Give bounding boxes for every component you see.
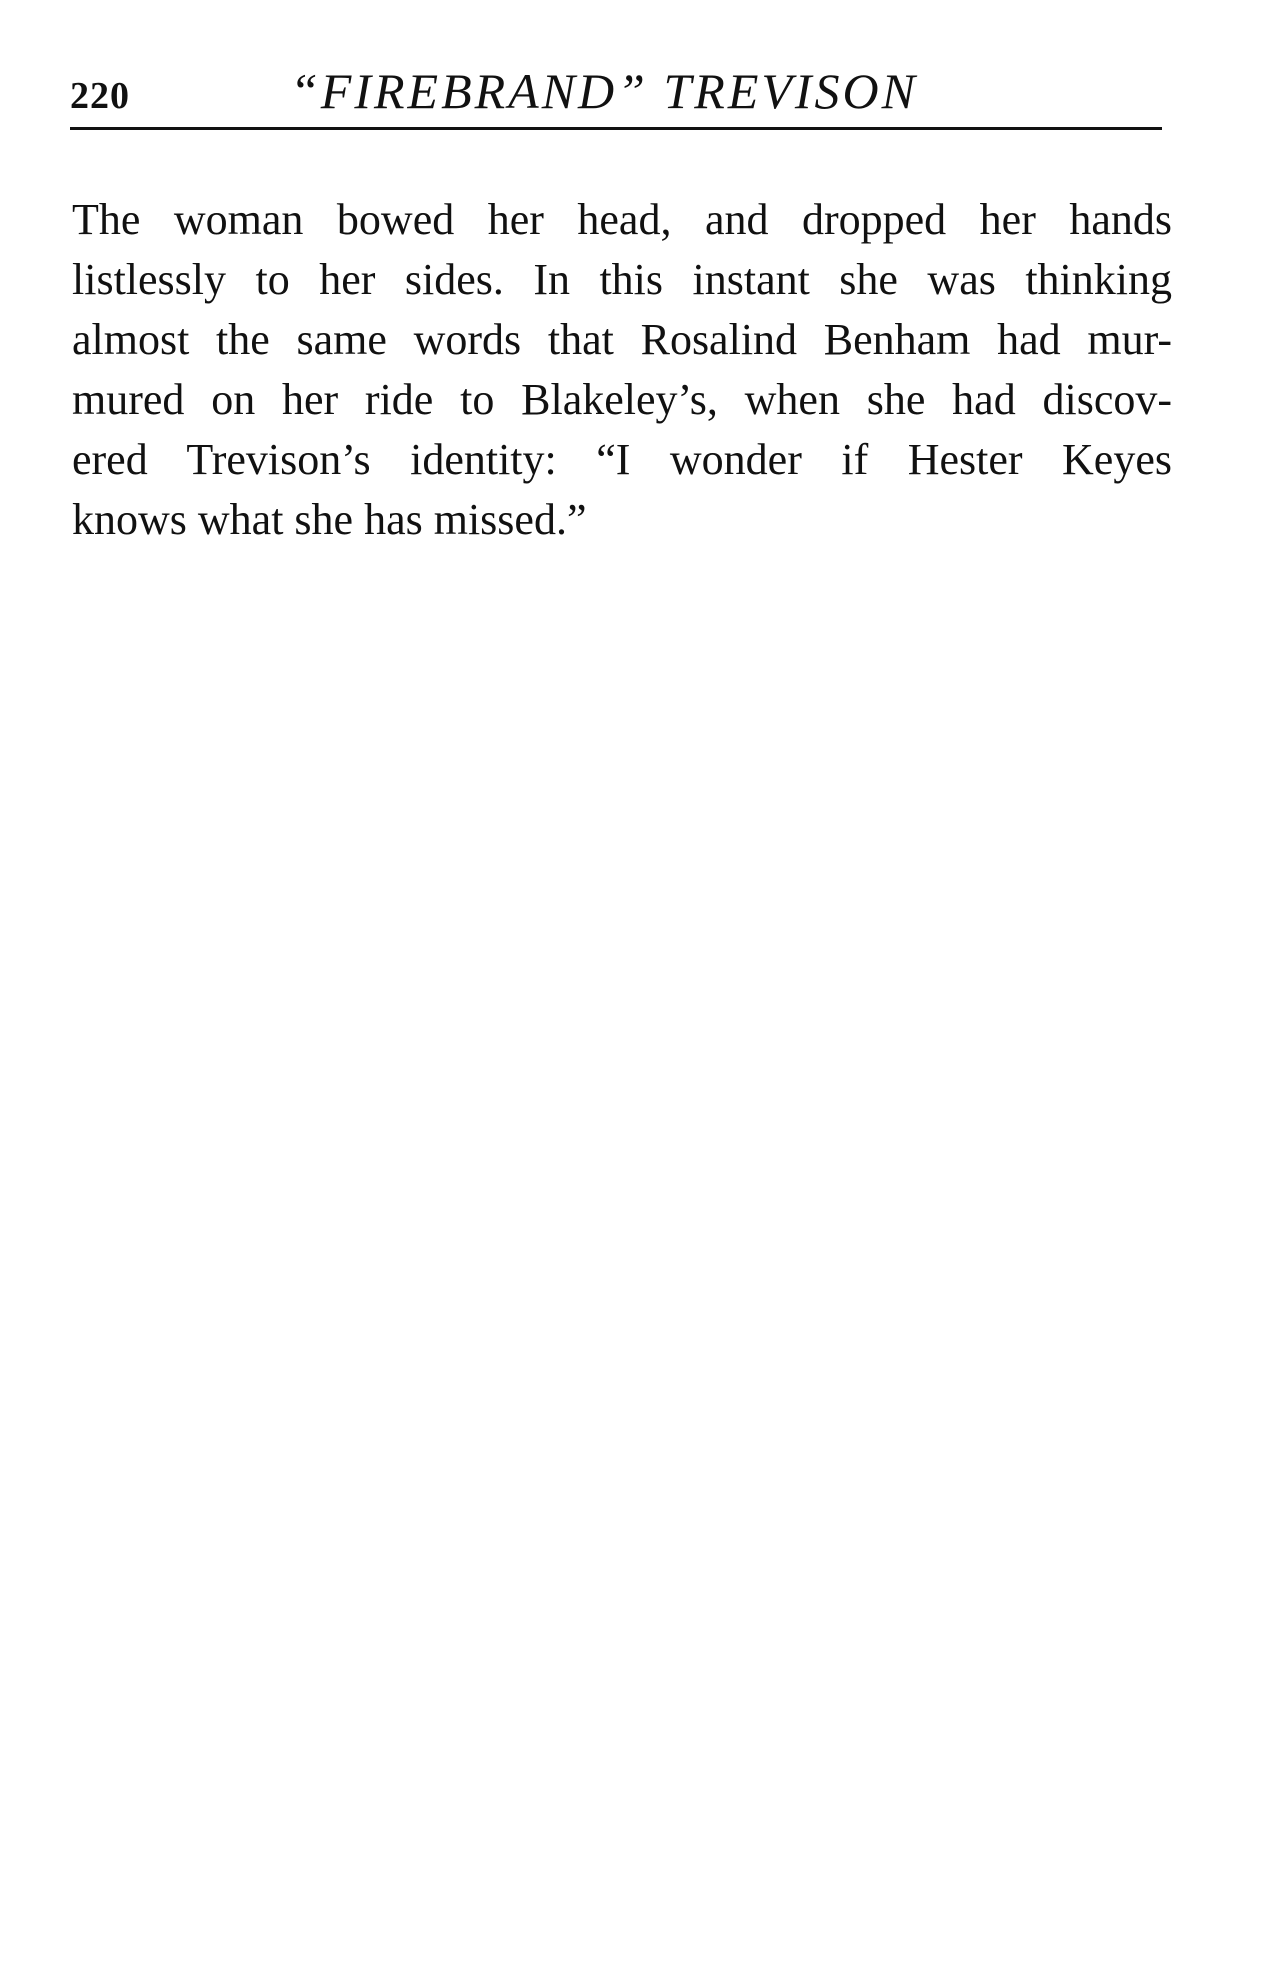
running-title: “FIREBRAND” TREVISON — [290, 63, 919, 119]
body-paragraph — [72, 190, 1172, 550]
text-line: ered Trevison’s identity: “I wonder if Hester Keyes — [72, 435, 1172, 484]
text-line: almost the same words that Rosalind Benham had mur- — [72, 315, 1172, 364]
text-line: listlessly to her sides. In this instant she was thinking — [72, 255, 1172, 304]
text-line: The woman bowed her head, and dropped her hands — [72, 195, 1172, 244]
text-line: mured on her ride to Blakeley’s, when she had discov- — [72, 375, 1172, 424]
header-rule — [70, 127, 1162, 130]
page-number: 220 — [70, 75, 130, 117]
running-head — [70, 62, 1160, 122]
text-line: knows what she has missed.” — [72, 495, 587, 544]
